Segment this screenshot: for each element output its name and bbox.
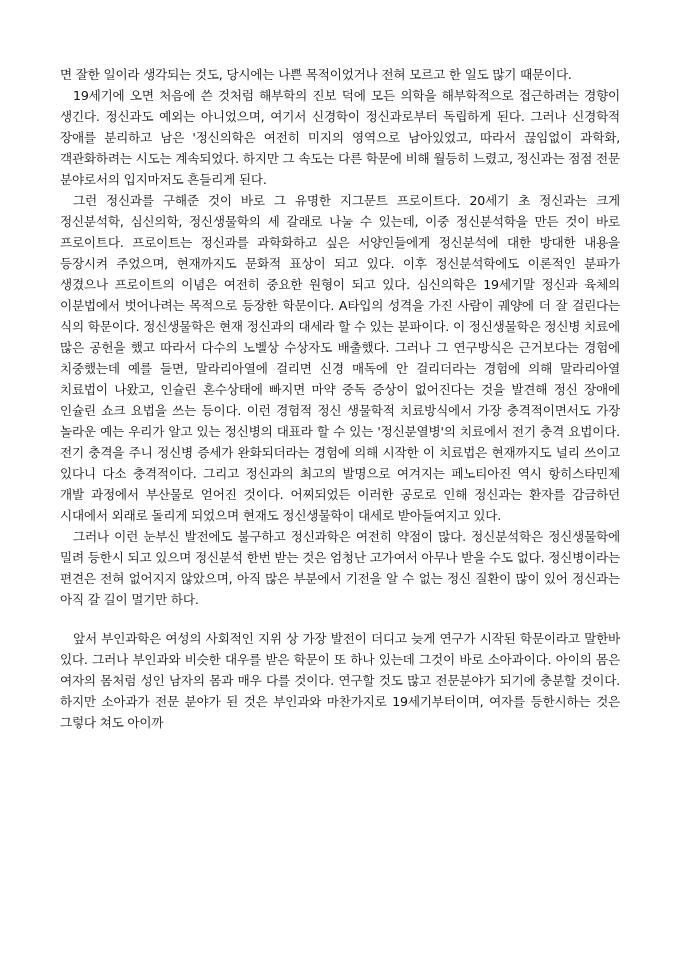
paragraph-freud-branches: 그런 정신과를 구해준 것이 바로 그 유명한 지그문트 프로이트다. 20세기 초 정신과는 크게 정신분석학, 심신의학, 정신생물학의 세 갈래로 나눌 수 있는데, 이중 정신분석학을 만든 것이 바로 프로이트다. 프로이트는 정신과를 과학화하고 싶은 서양인들에게 정신분석에 대한 방대한 내용을 등장시켜 주었으며, 현재까지도 문화적 표상이 되고 있다. 이후 정신분석학에도 이론적인 분파가 생겼으나 프로이트의 이념은 여전히 중요한 원형이 되고 있다. 심신의학은 19세기말 정신과 육체의 이분법에서 벗어나려는 목적으로 등장한 학문이다. A타입의 성격을 가진 사람이 궤양에 더 잘 걸린다는 식의 학문이다. 정신생물학은 현재 정신과의 대세라 할 수 있는 분파이다. 이 정신생물학은 정신병 치료에 많은 공헌을 했고 따라서 다수의 노벨상 수상자도 배출했다. 그러나 그 연구방식은 근거보다는 경험에 치중했는데 예를 들면, 말라리아열에 걸리면 신경 매독에 안 걸리더라는 경험에 의해 말라리아열 치료법이 나왔고, 인슐린 혼수상태에 빠지면 마약 중독 증상이 없어진다는 것을 발견해 정신 장애에 인슐린 쇼크 요법을 쓰는 등이다. 이런 경험적 정신 생물학적 치료방식에서 가장 충격적이면서도 가장 놀라운 예는 우리가 알고 있는 정신병의 대표라 할 수 있는 '정신분열병'의 치료에서 전기 충격 요법이다. 전기 충격을 주니 정신병 증세가 완화되더라는 경험에 의해 시작한 이 치료법은 현재까지도 널리 쓰이고 있다니 다소 충격적이다. 그리고 정신과의 최고의 발명으로 여겨지는 페노티아진 역시 항히스타민제 개발 과정에서 부산물로 얻어진 것이다. 어찌되었든 이러한 공로로 인해 정신과는 환자를 감금하던 시대에서 외래로 돌리게 되었으며 현재도 정신생물학이 대세로 받아들여지고 있다.: [60, 193, 620, 523]
paragraph-pediatrics: 앞서 부인과학은 여성의 사회적인 지위 상 가장 발전이 더디고 늦게 연구가 시작된 학문이라고 말한바 있다. 그러나 부인과와 비슷한 대우를 받은 학문이 또 하나 있는데 그것이 바로 소아과이다. 아이의 몸은 여자의 몸처럼 성인 남자의 몸과 매우 다를 것이다. 연구할 것도 많고 전문분야가 되기에 충분할 것이다. 하지만 소아과가 전문 분야가 된 것은 부인과와 마찬가지로 19세기부터이며, 여자를 등한시하는 것은 그렇다 쳐도 아이까: [60, 631, 620, 730]
paragraph-weaknesses: 그러나 이런 눈부신 발전에도 불구하고 정신과학은 여전히 약점이 많다. 정신분석학은 정신생물학에 밀려 등한시 되고 있으며 정신분석 한번 받는 것은 엄청난 고가여서 아무나 받을 수도 없다. 정신병이라는 편견은 전혀 없어지지 않았으며, 아직 많은 부분에서 기전을 알 수 없는 정신 질환이 많이 있어 정신과는 아직 갈 길이 멀기만 하다.: [60, 529, 620, 607]
paragraph-continued: 면 잘한 일이라 생각되는 것도, 당시에는 나쁜 목적이었거나 전혀 모르고 한 일도 많기 때문이다.: [60, 67, 572, 82]
paragraph-anatomy-neurology: 19세기에 오면 처음에 쓴 것처럼 해부학의 진보 덕에 모든 의학을 해부학적으로 접근하려는 경향이 생긴다. 정신과도 예외는 아니었으며, 여기서 신경학이 정신과로부터 독립하게 된다. 그러나 신경학적 장애를 분리하고 남은 '정신의학은 여전히 미지의 영역으로 남아있었고, 따라서 끊임없이 과학화, 객관화하려는 시도는 계속되었다. 하지만 그 속도는 다른 학문에 비해 월등히 느렸고, 정신과는 점점 전문 분야로서의 입지마저도 흔들리게 된다.: [60, 88, 620, 187]
